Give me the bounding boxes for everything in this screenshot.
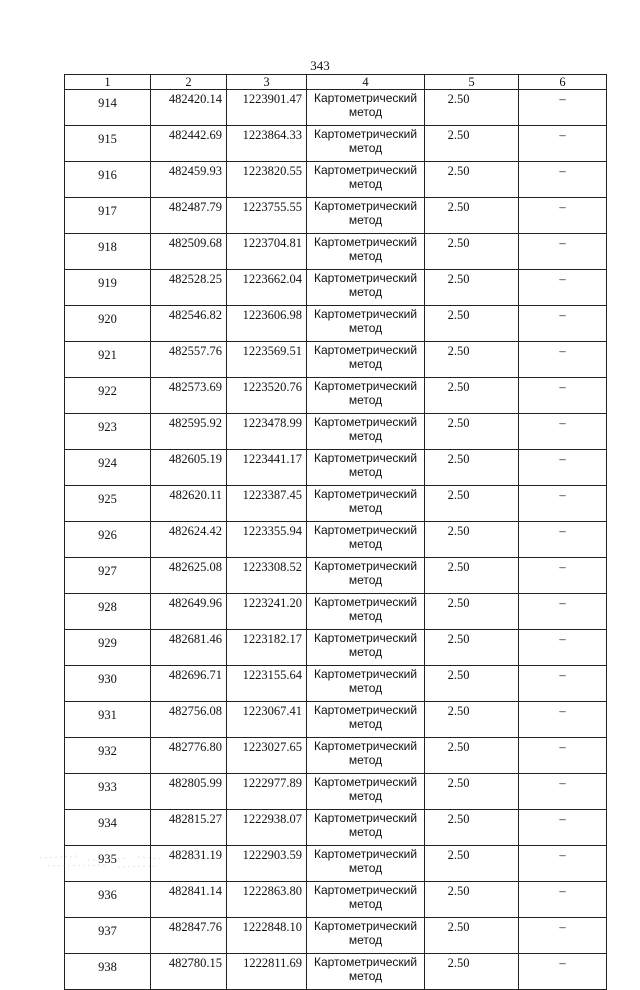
point-number-cell: 924 bbox=[65, 450, 151, 486]
method-line1: Картометрический bbox=[313, 955, 418, 969]
method-line1: Картометрический bbox=[313, 559, 418, 573]
note-cell: – bbox=[519, 90, 607, 126]
method-line1: Картометрический bbox=[313, 703, 418, 717]
y-coordinate-cell: 1223027.65 bbox=[227, 738, 307, 774]
method-line2: метод bbox=[348, 249, 383, 263]
column-header: 4 bbox=[307, 75, 425, 90]
x-coordinate-cell: 482649.96 bbox=[151, 594, 227, 630]
table-row bbox=[65, 378, 607, 414]
method-cell bbox=[307, 342, 425, 378]
table-row bbox=[65, 810, 607, 846]
method-line1: Картометрический bbox=[313, 667, 418, 681]
column-header: 1 bbox=[65, 75, 151, 90]
point-number-cell: 915 bbox=[65, 126, 151, 162]
point-number-cell: 920 bbox=[65, 306, 151, 342]
table-row bbox=[65, 306, 607, 342]
y-coordinate-cell: 1223478.99 bbox=[227, 414, 307, 450]
method-line2: метод bbox=[348, 645, 383, 659]
column-header: 3 bbox=[227, 75, 307, 90]
x-coordinate-cell: 482625.08 bbox=[151, 558, 227, 594]
point-number-cell: 938 bbox=[65, 954, 151, 990]
method-line2: метод bbox=[348, 825, 383, 839]
y-coordinate-cell: 1223182.17 bbox=[227, 630, 307, 666]
note-cell: – bbox=[519, 594, 607, 630]
table-row bbox=[65, 522, 607, 558]
accuracy-cell: 2.50 bbox=[425, 342, 519, 378]
method-cell bbox=[307, 234, 425, 270]
x-coordinate-cell: 482681.46 bbox=[151, 630, 227, 666]
accuracy-cell: 2.50 bbox=[425, 378, 519, 414]
method-cell bbox=[307, 450, 425, 486]
table-row bbox=[65, 126, 607, 162]
note-cell: – bbox=[519, 234, 607, 270]
note-cell: – bbox=[519, 738, 607, 774]
point-number-cell: 922 bbox=[65, 378, 151, 414]
method-line2: метод bbox=[348, 861, 383, 875]
method-line1: Картометрический bbox=[313, 415, 418, 429]
method-line2: метод bbox=[348, 177, 383, 191]
method-cell bbox=[307, 810, 425, 846]
table-row bbox=[65, 774, 607, 810]
note-cell: – bbox=[519, 162, 607, 198]
method-line1: Картометрический bbox=[313, 343, 418, 357]
method-line1: Картометрический bbox=[313, 847, 418, 861]
method-cell bbox=[307, 522, 425, 558]
table-row bbox=[65, 738, 607, 774]
accuracy-cell: 2.50 bbox=[425, 666, 519, 702]
note-cell: – bbox=[519, 126, 607, 162]
method-line2: метод bbox=[348, 609, 383, 623]
accuracy-cell: 2.50 bbox=[425, 882, 519, 918]
y-coordinate-cell: 1222848.10 bbox=[227, 918, 307, 954]
y-coordinate-cell: 1223520.76 bbox=[227, 378, 307, 414]
method-cell bbox=[307, 558, 425, 594]
y-coordinate-cell: 1223308.52 bbox=[227, 558, 307, 594]
method-line2: метод bbox=[348, 141, 383, 155]
y-coordinate-cell: 1223355.94 bbox=[227, 522, 307, 558]
table-row bbox=[65, 918, 607, 954]
note-cell: – bbox=[519, 918, 607, 954]
y-coordinate-cell: 1223606.98 bbox=[227, 306, 307, 342]
accuracy-cell: 2.50 bbox=[425, 414, 519, 450]
y-coordinate-cell: 1222977.89 bbox=[227, 774, 307, 810]
x-coordinate-cell: 482546.82 bbox=[151, 306, 227, 342]
note-cell: – bbox=[519, 954, 607, 990]
point-number-cell: 914 bbox=[65, 90, 151, 126]
y-coordinate-cell: 1222863.80 bbox=[227, 882, 307, 918]
method-line2: метод bbox=[348, 429, 383, 443]
note-cell: – bbox=[519, 630, 607, 666]
table-row bbox=[65, 594, 607, 630]
table-row bbox=[65, 450, 607, 486]
point-number-cell: 926 bbox=[65, 522, 151, 558]
method-cell bbox=[307, 774, 425, 810]
method-line1: Картометрический bbox=[313, 379, 418, 393]
x-coordinate-cell: 482605.19 bbox=[151, 450, 227, 486]
method-line2: метод bbox=[348, 285, 383, 299]
method-line1: Картометрический bbox=[313, 271, 418, 285]
accuracy-cell: 2.50 bbox=[425, 126, 519, 162]
table-row bbox=[65, 234, 607, 270]
accuracy-cell: 2.50 bbox=[425, 198, 519, 234]
accuracy-cell: 2.50 bbox=[425, 702, 519, 738]
accuracy-cell: 2.50 bbox=[425, 450, 519, 486]
point-number-cell: 929 bbox=[65, 630, 151, 666]
method-line1: Картометрический bbox=[313, 307, 418, 321]
note-cell: – bbox=[519, 558, 607, 594]
method-cell bbox=[307, 666, 425, 702]
table-row bbox=[65, 486, 607, 522]
method-line1: Картометрический bbox=[313, 523, 418, 537]
method-line2: метод bbox=[348, 321, 383, 335]
method-cell bbox=[307, 126, 425, 162]
y-coordinate-cell: 1223241.20 bbox=[227, 594, 307, 630]
point-number-cell: 918 bbox=[65, 234, 151, 270]
method-line2: метод bbox=[348, 393, 383, 407]
y-coordinate-cell: 1222903.59 bbox=[227, 846, 307, 882]
x-coordinate-cell: 482459.93 bbox=[151, 162, 227, 198]
method-line1: Картометрический bbox=[313, 811, 418, 825]
method-cell bbox=[307, 918, 425, 954]
table-row bbox=[65, 882, 607, 918]
table-header-row bbox=[65, 75, 607, 90]
method-line1: Картометрический bbox=[313, 631, 418, 645]
note-cell: – bbox=[519, 666, 607, 702]
method-cell bbox=[307, 594, 425, 630]
note-cell: – bbox=[519, 270, 607, 306]
table-row bbox=[65, 342, 607, 378]
y-coordinate-cell: 1223067.41 bbox=[227, 702, 307, 738]
method-line2: метод bbox=[348, 897, 383, 911]
method-line2: метод bbox=[348, 465, 383, 479]
point-number-cell: 928 bbox=[65, 594, 151, 630]
x-coordinate-cell: 482841.14 bbox=[151, 882, 227, 918]
accuracy-cell: 2.50 bbox=[425, 306, 519, 342]
point-number-cell: 931 bbox=[65, 702, 151, 738]
method-line1: Картометрический bbox=[313, 163, 418, 177]
accuracy-cell: 2.50 bbox=[425, 522, 519, 558]
table-row bbox=[65, 702, 607, 738]
point-number-cell: 923 bbox=[65, 414, 151, 450]
note-cell: – bbox=[519, 450, 607, 486]
note-cell: – bbox=[519, 702, 607, 738]
x-coordinate-cell: 482573.69 bbox=[151, 378, 227, 414]
y-coordinate-cell: 1222811.69 bbox=[227, 954, 307, 990]
method-line1: Картометрический bbox=[313, 487, 418, 501]
accuracy-cell: 2.50 bbox=[425, 846, 519, 882]
note-cell: – bbox=[519, 486, 607, 522]
note-cell: – bbox=[519, 774, 607, 810]
scan-artifact bbox=[38, 852, 168, 872]
accuracy-cell: 2.50 bbox=[425, 810, 519, 846]
method-line2: метод bbox=[348, 681, 383, 695]
x-coordinate-cell: 482595.92 bbox=[151, 414, 227, 450]
method-cell bbox=[307, 414, 425, 450]
accuracy-cell: 2.50 bbox=[425, 594, 519, 630]
accuracy-cell: 2.50 bbox=[425, 774, 519, 810]
accuracy-cell: 2.50 bbox=[425, 954, 519, 990]
method-cell bbox=[307, 486, 425, 522]
method-cell bbox=[307, 198, 425, 234]
note-cell: – bbox=[519, 198, 607, 234]
method-cell bbox=[307, 882, 425, 918]
point-number-cell: 919 bbox=[65, 270, 151, 306]
method-cell bbox=[307, 846, 425, 882]
method-line2: метод bbox=[348, 573, 383, 587]
x-coordinate-cell: 482528.25 bbox=[151, 270, 227, 306]
method-cell bbox=[307, 702, 425, 738]
point-number-cell: 925 bbox=[65, 486, 151, 522]
method-cell bbox=[307, 270, 425, 306]
point-number-cell: 933 bbox=[65, 774, 151, 810]
y-coordinate-cell: 1223662.04 bbox=[227, 270, 307, 306]
x-coordinate-cell: 482509.68 bbox=[151, 234, 227, 270]
method-cell bbox=[307, 954, 425, 990]
accuracy-cell: 2.50 bbox=[425, 162, 519, 198]
y-coordinate-cell: 1223155.64 bbox=[227, 666, 307, 702]
x-coordinate-cell: 482780.15 bbox=[151, 954, 227, 990]
accuracy-cell: 2.50 bbox=[425, 918, 519, 954]
point-number-cell: 930 bbox=[65, 666, 151, 702]
x-coordinate-cell: 482756.08 bbox=[151, 702, 227, 738]
method-line1: Картометрический bbox=[313, 199, 418, 213]
y-coordinate-cell: 1223901.47 bbox=[227, 90, 307, 126]
accuracy-cell: 2.50 bbox=[425, 90, 519, 126]
note-cell: – bbox=[519, 882, 607, 918]
x-coordinate-cell: 482420.14 bbox=[151, 90, 227, 126]
method-line1: Картометрический bbox=[313, 127, 418, 141]
accuracy-cell: 2.50 bbox=[425, 630, 519, 666]
x-coordinate-cell: 482776.80 bbox=[151, 738, 227, 774]
column-header: 2 bbox=[151, 75, 227, 90]
y-coordinate-cell: 1223820.55 bbox=[227, 162, 307, 198]
method-line2: метод bbox=[348, 213, 383, 227]
method-cell bbox=[307, 738, 425, 774]
method-line2: метод bbox=[348, 969, 383, 983]
note-cell: – bbox=[519, 846, 607, 882]
note-cell: – bbox=[519, 342, 607, 378]
y-coordinate-cell: 1223704.81 bbox=[227, 234, 307, 270]
table-row bbox=[65, 630, 607, 666]
note-cell: – bbox=[519, 306, 607, 342]
method-line1: Картометрический bbox=[313, 775, 418, 789]
method-cell bbox=[307, 162, 425, 198]
note-cell: – bbox=[519, 522, 607, 558]
method-line1: Картометрический bbox=[313, 91, 418, 105]
y-coordinate-cell: 1223755.55 bbox=[227, 198, 307, 234]
accuracy-cell: 2.50 bbox=[425, 558, 519, 594]
y-coordinate-cell: 1222938.07 bbox=[227, 810, 307, 846]
x-coordinate-cell: 482805.99 bbox=[151, 774, 227, 810]
y-coordinate-cell: 1223441.17 bbox=[227, 450, 307, 486]
accuracy-cell: 2.50 bbox=[425, 234, 519, 270]
point-number-cell: 937 bbox=[65, 918, 151, 954]
x-coordinate-cell: 482831.19 bbox=[151, 846, 227, 882]
method-line2: метод bbox=[348, 537, 383, 551]
table-row bbox=[65, 90, 607, 126]
method-line2: метод bbox=[348, 789, 383, 803]
method-line1: Картометрический bbox=[313, 883, 418, 897]
table-row bbox=[65, 558, 607, 594]
point-number-cell: 934 bbox=[65, 810, 151, 846]
note-cell: – bbox=[519, 810, 607, 846]
point-number-cell: 916 bbox=[65, 162, 151, 198]
method-line2: метод bbox=[348, 933, 383, 947]
x-coordinate-cell: 482442.69 bbox=[151, 126, 227, 162]
accuracy-cell: 2.50 bbox=[425, 270, 519, 306]
point-number-cell: 927 bbox=[65, 558, 151, 594]
page-number: 343 bbox=[310, 58, 330, 73]
y-coordinate-cell: 1223387.45 bbox=[227, 486, 307, 522]
point-number-cell: 917 bbox=[65, 198, 151, 234]
accuracy-cell: 2.50 bbox=[425, 738, 519, 774]
method-line1: Картометрический bbox=[313, 451, 418, 465]
method-line2: метод bbox=[348, 501, 383, 515]
method-line2: метод bbox=[348, 753, 383, 767]
accuracy-cell: 2.50 bbox=[425, 486, 519, 522]
x-coordinate-cell: 482624.42 bbox=[151, 522, 227, 558]
table-row bbox=[65, 954, 607, 990]
method-cell bbox=[307, 306, 425, 342]
table-row bbox=[65, 414, 607, 450]
table-row bbox=[65, 270, 607, 306]
point-number-cell: 921 bbox=[65, 342, 151, 378]
method-cell bbox=[307, 378, 425, 414]
x-coordinate-cell: 482557.76 bbox=[151, 342, 227, 378]
point-number-cell: 935 bbox=[65, 846, 151, 882]
x-coordinate-cell: 482847.76 bbox=[151, 918, 227, 954]
method-line1: Картометрический bbox=[313, 919, 418, 933]
point-number-cell: 936 bbox=[65, 882, 151, 918]
table-row bbox=[65, 666, 607, 702]
x-coordinate-cell: 482696.71 bbox=[151, 666, 227, 702]
note-cell: – bbox=[519, 378, 607, 414]
method-line2: метод bbox=[348, 717, 383, 731]
point-number-cell: 932 bbox=[65, 738, 151, 774]
x-coordinate-cell: 482487.79 bbox=[151, 198, 227, 234]
method-cell bbox=[307, 90, 425, 126]
table-row bbox=[65, 198, 607, 234]
y-coordinate-cell: 1223569.51 bbox=[227, 342, 307, 378]
method-line1: Картометрический bbox=[313, 595, 418, 609]
table-row bbox=[65, 162, 607, 198]
x-coordinate-cell: 482815.27 bbox=[151, 810, 227, 846]
column-header: 6 bbox=[519, 75, 607, 90]
column-header: 5 bbox=[425, 75, 519, 90]
method-line2: метод bbox=[348, 357, 383, 371]
x-coordinate-cell: 482620.11 bbox=[151, 486, 227, 522]
method-line2: метод bbox=[348, 105, 383, 119]
y-coordinate-cell: 1223864.33 bbox=[227, 126, 307, 162]
note-cell: – bbox=[519, 414, 607, 450]
method-cell bbox=[307, 630, 425, 666]
method-line1: Картометрический bbox=[313, 739, 418, 753]
method-line1: Картометрический bbox=[313, 235, 418, 249]
